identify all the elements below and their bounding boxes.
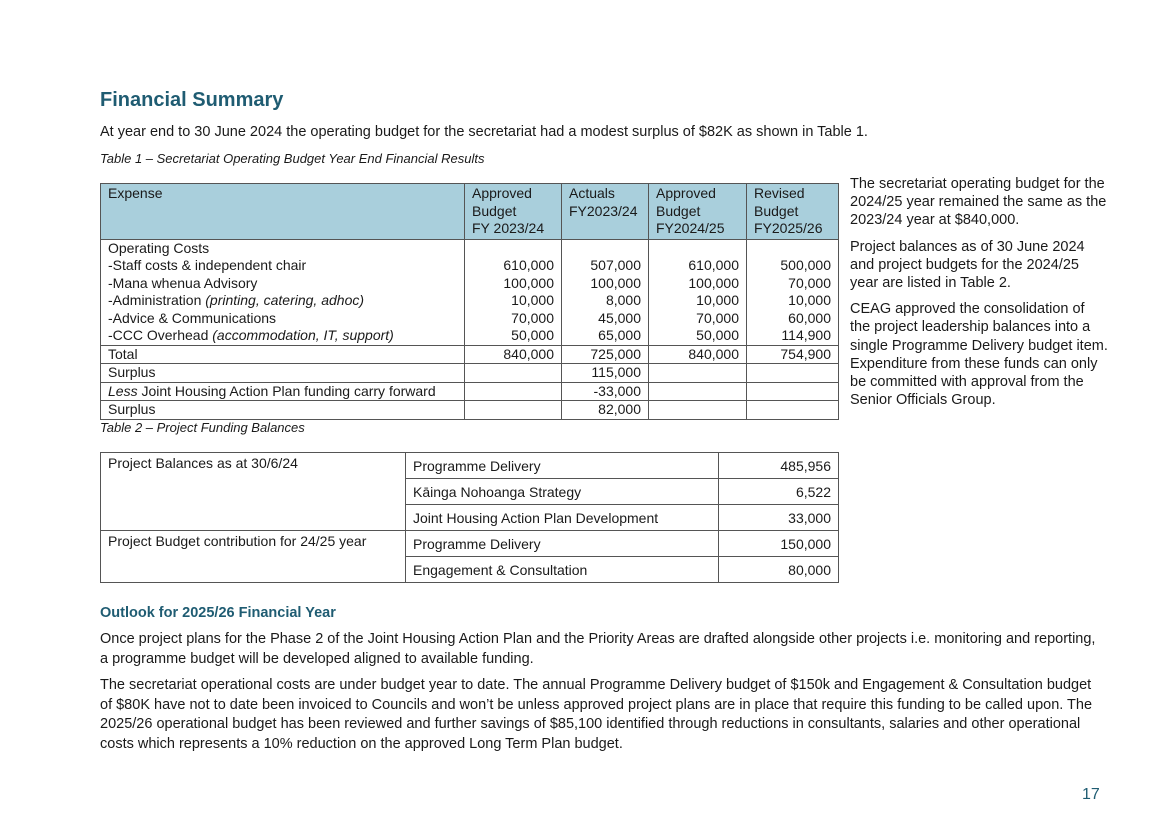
table1-header-row	[101, 184, 839, 240]
project-funding-table	[100, 452, 839, 583]
operating-costs-labels: Operating Costs -Staff costs & independent chair -Mana whenua Advisory -Administration (printing, catering, adhoc) -Advice & Communications -CCC Overhead (accommodation, IT, support)	[101, 239, 465, 345]
header-revised-2526: Revised Budget FY2025/26	[747, 184, 839, 240]
group-label: Project Budget contribution for 24/25 year	[101, 531, 406, 583]
outlook-paragraph: Once project plans for the Phase 2 of the Joint Housing Action Plan and the Priority Areas are drafted alongside other projects i.e. monitoring and reporting, a programme budget will be developed aligned to available funding.	[100, 631, 1096, 667]
item-value: 80,000	[719, 557, 839, 583]
final-surplus-actuals: 82,000	[562, 401, 649, 420]
item-value: 33,000	[719, 505, 839, 531]
page-title: Financial Summary	[100, 89, 284, 111]
total-row	[101, 345, 839, 364]
item-value: 485,956	[719, 453, 839, 479]
surplus-actuals: 115,000	[562, 364, 649, 383]
outlook-heading: Outlook for 2025/26 Financial Year	[100, 605, 336, 621]
group-label: Project Balances as at 30/6/24	[101, 453, 406, 531]
item-label: Programme Delivery	[406, 531, 719, 557]
item-label: Programme Delivery	[406, 453, 719, 479]
side-paragraph: CEAG approved the consolidation of the project leadership balances into a single Programme Delivery budget item. Expenditure from these funds can only be committed with approval from the Senior Officials Group.	[850, 301, 1108, 409]
surplus-row	[101, 364, 839, 383]
header-approved-2324: Approved Budget FY 2023/24	[465, 184, 562, 240]
header-expense: Expense	[101, 184, 465, 240]
revised-2526-values: 500,000 70,000 10,000 60,000 114,900	[747, 239, 839, 345]
total-approved-2425: 840,000	[649, 345, 747, 364]
operating-costs-row	[101, 239, 839, 345]
table-row	[101, 531, 839, 557]
header-actuals-2324: Actuals FY2023/24	[562, 184, 649, 240]
operating-budget-table	[100, 183, 839, 420]
surplus-label: Surplus	[101, 364, 465, 383]
total-approved-2324: 840,000	[465, 345, 562, 364]
final-surplus-label: Surplus	[101, 401, 465, 420]
page-number: 17	[1082, 786, 1100, 803]
side-paragraph: Project balances as of 30 June 2024 and project budgets for the 2024/25 year are listed in Table 2.	[850, 238, 1085, 292]
header-approved-2425: Approved Budget FY2024/25	[649, 184, 747, 240]
carry-forward-label: Less Joint Housing Action Plan funding carry forward	[101, 382, 465, 401]
total-actuals-2324: 725,000	[562, 345, 649, 364]
approved-2324-values: 610,000 100,000 10,000 70,000 50,000	[465, 239, 562, 345]
total-revised-2526: 754,900	[747, 345, 839, 364]
final-surplus-row	[101, 401, 839, 420]
side-commentary	[850, 175, 1108, 417]
side-paragraph: The secretariat operating budget for the 2024/25 year remained the same as the 2023/24 year at $840,000.	[850, 176, 1107, 229]
table1-caption: Table 1 – Secretariat Operating Budget Year End Financial Results	[100, 151, 485, 166]
item-label: Joint Housing Action Plan Development	[406, 505, 719, 531]
outlook-paragraph: The secretariat operational costs are under budget year to date. The annual Programme Delivery budget of $150k and Engagement & Consultation budget of $80K have not to date been invoiced to Councils and won’t be unless approved project plans are in place that require this funding to be called upon. The 2025/26 operational budget has been reviewed and further savings of $85,100 identified through reductions in consultants, salaries and other operational costs which represents a 10% reduction on the approved Long Term Plan budget.	[100, 677, 1093, 752]
intro-text: At year end to 30 June 2024 the operating budget for the secretariat had a modest surplus of $82K as shown in Table 1.	[100, 124, 868, 140]
table2-caption: Table 2 – Project Funding Balances	[100, 420, 305, 435]
item-label: Engagement & Consultation	[406, 557, 719, 583]
item-value: 150,000	[719, 531, 839, 557]
carry-forward-row	[101, 382, 839, 401]
total-label: Total	[101, 345, 465, 364]
approved-2425-values: 610,000 100,000 10,000 70,000 50,000	[649, 239, 747, 345]
item-value: 6,522	[719, 479, 839, 505]
carry-forward-actuals: -33,000	[562, 382, 649, 401]
table-row	[101, 453, 839, 479]
actuals-2324-values: 507,000 100,000 8,000 45,000 65,000	[562, 239, 649, 345]
item-label: Kāinga Nohoanga Strategy	[406, 479, 719, 505]
